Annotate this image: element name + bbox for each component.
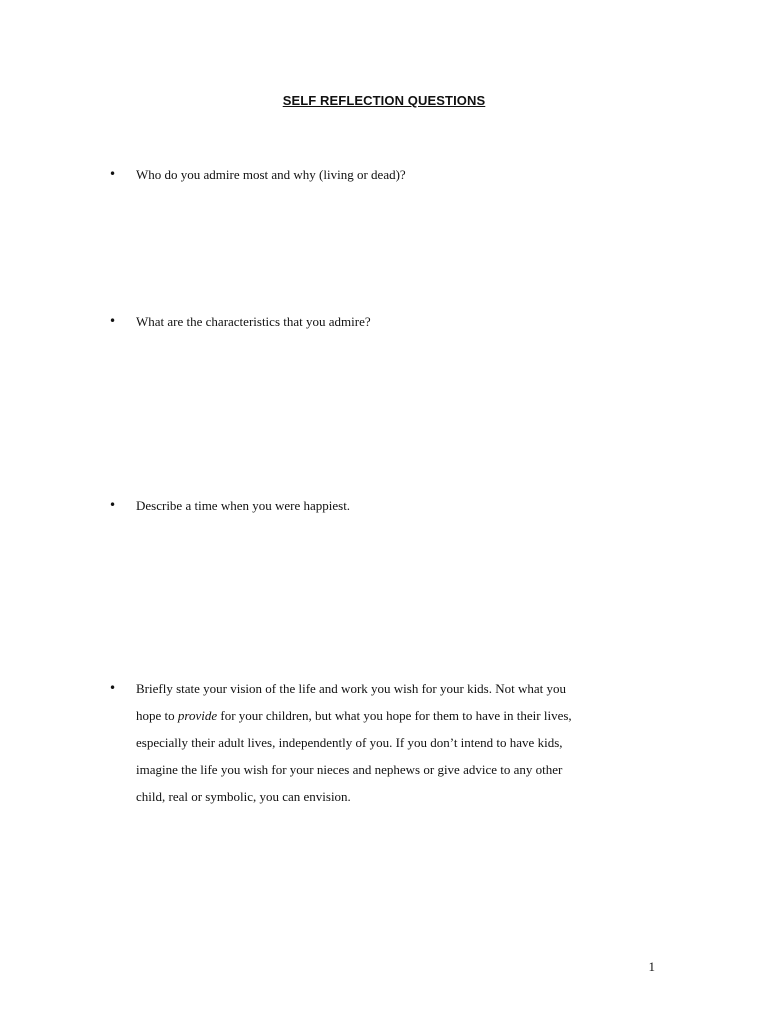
page-title: SELF REFLECTION QUESTIONS [282, 93, 486, 108]
question-line: Describe a time when you were happiest. [136, 498, 351, 513]
page-number: 1 [648, 959, 655, 974]
bullet-icon: • [109, 681, 117, 695]
question-line: Who do you admire most and why (living or dead)? [136, 167, 406, 182]
question-line: child, real or symbolic, you can envision. [136, 789, 351, 804]
question-line: especially their adult lives, independently of you. If you don’t intend to have kids, [136, 735, 563, 750]
question-text [136, 308, 666, 335]
emphasized-word: provide [177, 708, 218, 723]
question-line: What are the characteristics that you admire? [136, 314, 371, 329]
bullet-icon: • [109, 314, 117, 328]
question-text [136, 675, 666, 810]
question-text [136, 161, 666, 188]
question-line-part: for your children, but what you hope for them to have in their lives, [217, 708, 572, 723]
bullet-icon: • [109, 498, 117, 512]
question-line: imagine the life you wish for your nieces and nephews or give advice to any other [136, 762, 563, 777]
question-line [136, 702, 666, 729]
question-line-part: hope to [136, 708, 178, 723]
bullet-icon: • [109, 167, 117, 181]
question-text [136, 492, 666, 519]
question-line: Briefly state your vision of the life and work you wish for your kids. Not what you [136, 681, 567, 696]
